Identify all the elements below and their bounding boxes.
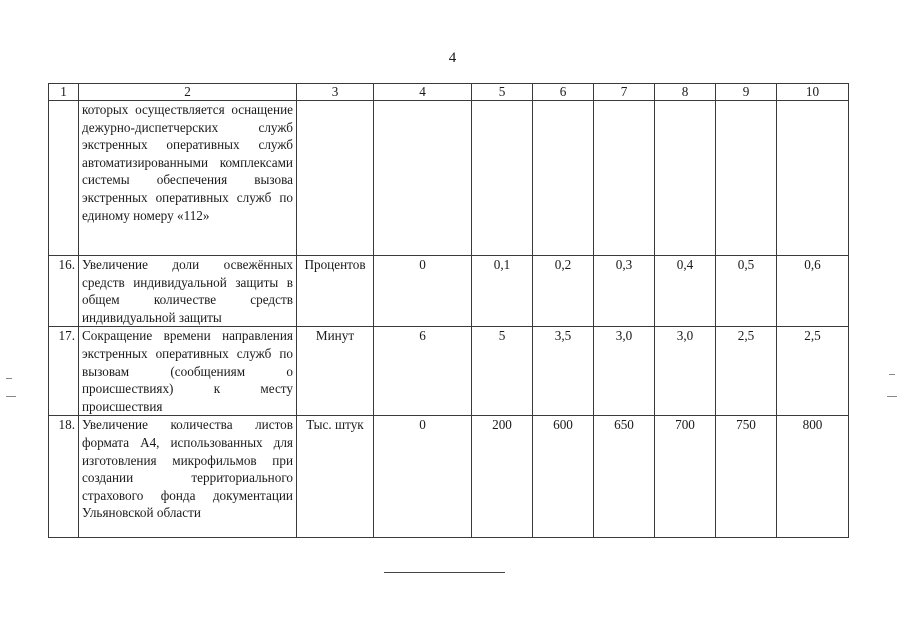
- row-value: [594, 101, 655, 256]
- row-value: 650: [594, 416, 655, 538]
- row-value: [716, 101, 777, 256]
- row-value: [374, 101, 472, 256]
- header-cell-7: 7: [594, 84, 655, 101]
- header-cell-2: 2: [79, 84, 297, 101]
- table-row: [49, 327, 849, 416]
- row-value: 3,0: [655, 327, 716, 416]
- header-cell-9: 9: [716, 84, 777, 101]
- row-unit: [297, 101, 374, 256]
- row-value: [655, 101, 716, 256]
- row-value: 600: [533, 416, 594, 538]
- row-value: 0: [374, 416, 472, 538]
- indicators-table: [48, 83, 849, 538]
- row-number: 17.: [49, 327, 79, 416]
- row-value: 0,4: [655, 256, 716, 327]
- footer-rule: [384, 572, 505, 573]
- scan-mark-right-1: [889, 374, 895, 375]
- row-description: Увеличение количества листов формата А4, использованных для изготовления микрофильмов при создании территориального страхового фонда документации Ульяновской области: [79, 416, 297, 538]
- header-cell-6: 6: [533, 84, 594, 101]
- row-value: 2,5: [716, 327, 777, 416]
- row-value: 0,2: [533, 256, 594, 327]
- scan-mark-right-2: [887, 396, 897, 397]
- row-unit: Тыс. штук: [297, 416, 374, 538]
- row-number: 16.: [49, 256, 79, 327]
- row-value: 3,5: [533, 327, 594, 416]
- row-value: 0: [374, 256, 472, 327]
- table-row: [49, 101, 849, 256]
- row-description: Увеличение доли освежённых средств индивидуальной защиты в общем количестве средств индивидуальной защиты: [79, 256, 297, 327]
- row-value: 800: [777, 416, 849, 538]
- row-value: [472, 101, 533, 256]
- header-cell-3: 3: [297, 84, 374, 101]
- header-row: [49, 84, 849, 101]
- row-value: 5: [472, 327, 533, 416]
- header-cell-1: 1: [49, 84, 79, 101]
- table-row: [49, 256, 849, 327]
- row-value: 750: [716, 416, 777, 538]
- header-cell-8: 8: [655, 84, 716, 101]
- row-description: Сокращение времени направления экстренных оперативных служб по вызовам (сообщениям о происшествиях) к месту происшествия: [79, 327, 297, 416]
- row-value: [777, 101, 849, 256]
- row-unit: Минут: [297, 327, 374, 416]
- row-value: 0,1: [472, 256, 533, 327]
- row-value: 0,6: [777, 256, 849, 327]
- scan-mark-left-1: [6, 378, 12, 379]
- row-value: 700: [655, 416, 716, 538]
- row-number: [49, 101, 79, 256]
- row-number: 18.: [49, 416, 79, 538]
- row-value: 3,0: [594, 327, 655, 416]
- row-description: которых осуществляется оснащение дежурно-диспетчерских служб экстренных оперативных служб автоматизированными комплексами системы обеспечения вызова экстренных оперативных служб по единому номеру «112»: [79, 101, 297, 256]
- header-cell-10: 10: [777, 84, 849, 101]
- row-value: 2,5: [777, 327, 849, 416]
- row-value: 0,3: [594, 256, 655, 327]
- row-value: 0,5: [716, 256, 777, 327]
- row-value: 200: [472, 416, 533, 538]
- row-unit: Процентов: [297, 256, 374, 327]
- page-number: 4: [448, 50, 457, 66]
- header-cell-4: 4: [374, 84, 472, 101]
- header-cell-5: 5: [472, 84, 533, 101]
- scan-mark-left-2: [6, 396, 16, 397]
- row-value: [533, 101, 594, 256]
- table-row: [49, 416, 849, 538]
- row-value: 6: [374, 327, 472, 416]
